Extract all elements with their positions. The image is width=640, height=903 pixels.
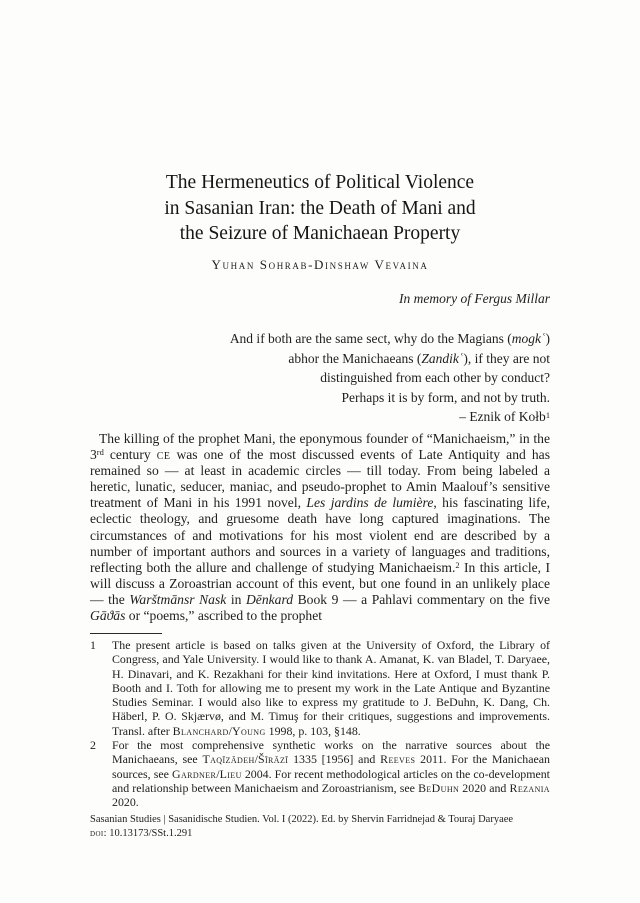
epigraph-line-4: Perhaps it is by form, and not by truth. — [341, 389, 550, 405]
epigraph-line-2: abhor the Manichaeans (Zandikʿ), if they are not — [288, 350, 550, 366]
author-name: Yuhan Sohrab-Dinshaw Vevaina — [211, 257, 429, 272]
journal-line: Sasanian Studies | Sasanidische Studien. Vol. I (2022). Ed. by Shervin Farridnejad & Touraj Daryaee — [90, 814, 514, 825]
footnote-separator — [90, 633, 162, 634]
body-paragraph: The killing of the prophet Mani, the eponymous founder of “Manichaeism,” in the 3rd century ce was one of the most discussed events of Late Antiquity and has remained so — at least in academic circles — till today. From being labeled a heretic, lunatic, seducer, maniac, and pseudo-prophet to Amin Maalouf’s sensitive treatment of Mani in his 1991 novel, Les jardins de lumière, his fascinating life, eclectic theology, and gruesome death have long captured imaginations. The circumstances of and motivations for his most violent end are described by a number of important authors and sources in a variety of languages and traditions, reflecting both the allure and challenge of studying Manichaeism.$^2$ In this article, I will discuss a Zoroastrian account of this event, but one found in an unlikely place — the Warštmānsr Nask in Dēnkard Book 9 — a Pahlavi commentary on the five Gāϑās or “poems,” ascribed to the prophet — [90, 431, 550, 624]
epigraph-line-3: distinguished from each other by conduct? — [320, 370, 550, 386]
page-footer — [90, 813, 562, 840]
footnote-2 — [90, 738, 550, 809]
epigraph-attribution: – Eznik of Kołb$^1$ — [459, 409, 550, 425]
doi-label: doi — [90, 827, 104, 839]
title-line-2: in Sasanian Iran: the Death of Mani and — [164, 197, 476, 219]
footnote-number: 2 — [90, 738, 96, 753]
epigraph — [90, 329, 550, 427]
footnote-number: 1 — [90, 638, 96, 652]
footnotes-block — [90, 638, 550, 810]
epigraph-line-1: And if both are the same sect, why do the Magians (mogkʿ) — [229, 331, 550, 346]
dedication-line: In memory of Fergus Millar — [399, 291, 550, 306]
footnote-text: For the most comprehensive synthetic works on the narrative sources about the Manichaeans, see Taqīzādeh/Šīrāzī 1335 [1956] and Reeves 2011. For the Manichaean sources, see Gardner/Lieu 2004. For recent methodological articles on the co-development and relationship between Manichaeism and Zoroastrianism, see BeDuhn 2020 and Rezania 2020. — [112, 738, 550, 810]
doi-value: : 10.13173/SSt.1.291 — [103, 827, 193, 839]
title-line-3: the Seizure of Manichaean Property — [179, 223, 461, 244]
footnote-1 — [90, 638, 550, 738]
title-line-1: The Hermeneutics of Political Violence — [165, 172, 475, 193]
doi-line — [90, 827, 562, 841]
footnote-text: The present article is based on talks given at the University of Oxford, the Library of Congress, and Yale University. I would like to thank A. Amanat, K. van Bladel, T. Daryaee, H. Dinavari, and K. Rezakhani for their kind invitations. Here at Oxford, I must thank P. Booth and I. Toth for allowing me to present my work in the Late Antique and Byzantine Studies Seminar. I would also like to express my gratitude to J. BeDuhn, K. Dang, Ch. Häberl, P. O. Skjærvø, and M. Timuş for their critiques, suggestions and improvements. Transl. after Blanchard/Young 1998, p. 103, §148. — [112, 638, 550, 738]
article-title — [90, 170, 550, 247]
